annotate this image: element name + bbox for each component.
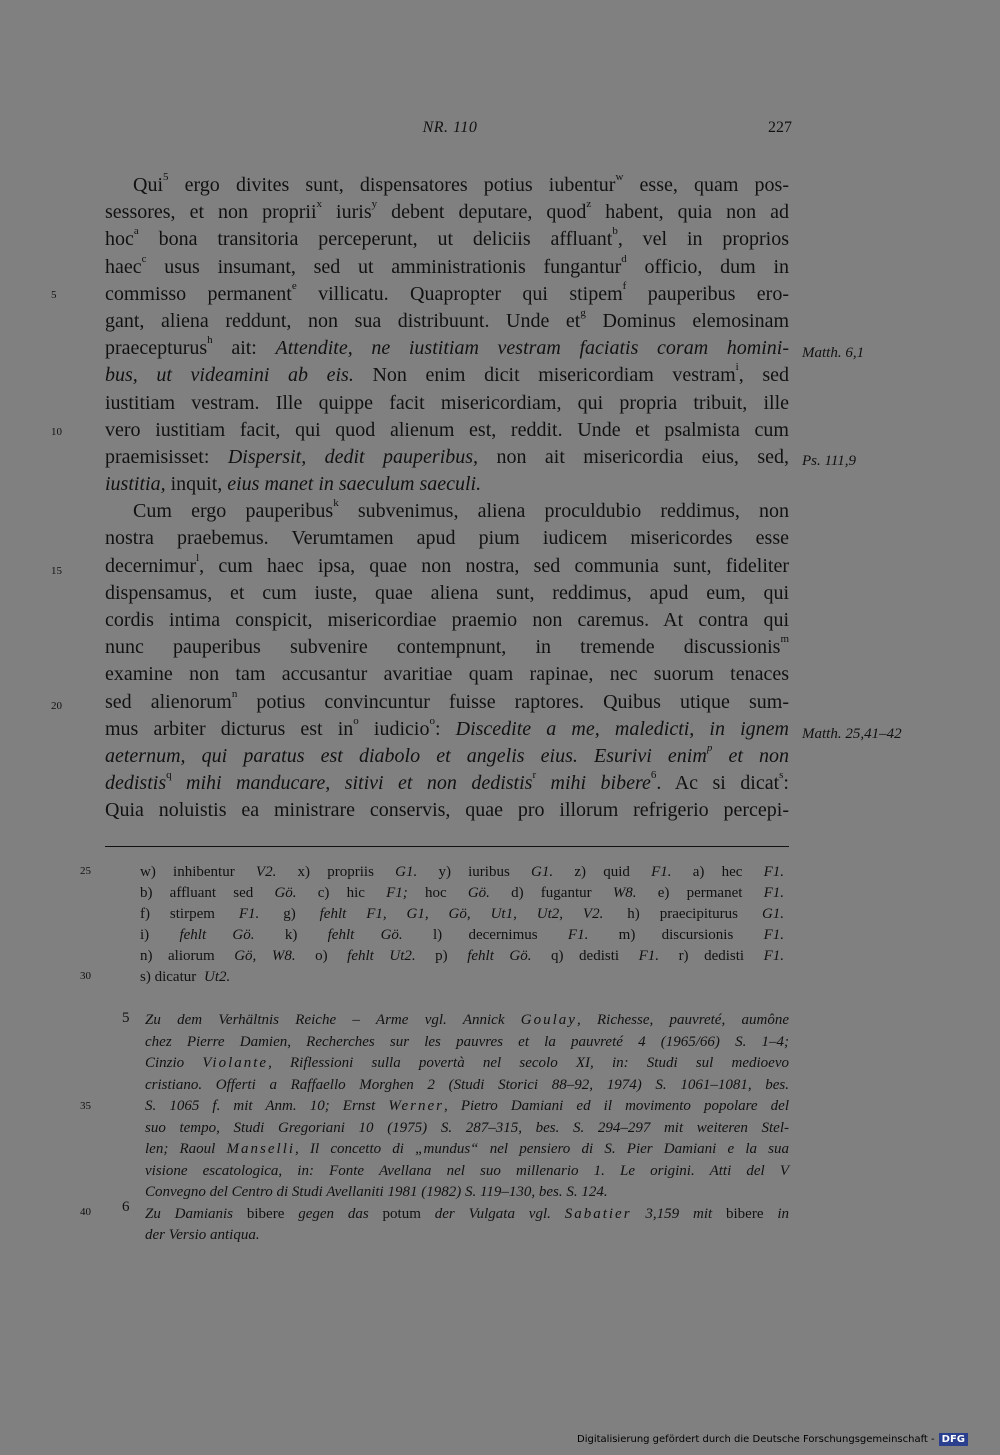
- note-number-6: 6: [122, 1199, 130, 1215]
- text-line: Cum ergo pauperibus$^k$ subvenimus, aliena proculdubio reddimus, non: [133, 497, 790, 523]
- text-line: iustitiam vestram. Ille quippe facit misericordiam, qui propria tribuit, ille: [105, 391, 789, 414]
- note-line: S. 1065 f. mit Anm. 10; Ernst Werner, Pietro Damiani ed il movimento popolare del: [145, 1098, 789, 1114]
- text-line: praemisisset: Dispersit, dedit pauperibus, non ait misericordia eius, sed,: [105, 445, 789, 468]
- apparatus-line: f) stirpem F1. g) fehlt F1, G1, Gö, Ut1, Ut2, V2. h) praecipiturus G1.: [140, 906, 785, 922]
- text-line: Quia noluistis ea ministrare conservis, quae pro illorum refrigerio percepi-: [105, 799, 789, 822]
- main-text: [105, 172, 789, 825]
- text-line: mus arbiter dicturus est $in^o$ iudicio$^o$: Discedite a me, maledicti, in ignem: [105, 714, 789, 740]
- line-number-20: 20: [51, 700, 62, 712]
- note-line: Cinzio Violante, Riflessioni sulla povertà nel secolo XI, in: Studi sul medioevo: [145, 1055, 789, 1071]
- text-line: decernimur$^l$, cum haec ipsa, quae non nostra, sed communia sunt, fideliter: [105, 551, 789, 577]
- text-line: iustitia, inquit, eius manet in saeculum saeculi.: [105, 473, 482, 496]
- note-line: visione escatologica, in: Fonte Avellana nel suo millenario 1. Le origini. Atti del V: [145, 1162, 789, 1179]
- line-number-40: 40: [80, 1206, 91, 1218]
- line-number-5: 5: [51, 289, 57, 301]
- digitization-credit: [577, 1433, 968, 1446]
- text-line: hoc$^a$ bona transitoria perceperunt, ut deliciis affluant$^b$, vel in proprios: [105, 225, 789, 251]
- text-line: haec$^c$ usus insumant, sed ut amministrationis fungantur$^d$ officio, dum in: [105, 252, 789, 278]
- text-line: sed alienorum$^n$ potius convincuntur fuisse raptores. Quibus utique sum-: [105, 687, 789, 713]
- margin-ref-ps-111-9: Ps. 111,9: [802, 453, 857, 469]
- credit-text: Digitalisierung gefördert durch die Deutsche Forschungsgemeinschaft -: [577, 1434, 935, 1445]
- apparatus-line: b) affluant sed Gö. c) hic F1; hoc Gö. d) fugantur W8. e) permanet F1.: [140, 885, 785, 901]
- running-head-title: NR. 110: [422, 119, 478, 136]
- text-line: gant, aliena reddunt, non sua distribuunt. Unde $et^g$ Dominus elemosinam: [105, 306, 790, 332]
- text-line: Qui$^5$ ergo divites sunt, dispensatores potius iubentur$^w$ esse, quam pos-: [133, 171, 789, 196]
- note-line: der Versio antiqua.: [145, 1227, 260, 1243]
- line-number-25: 25: [80, 865, 91, 877]
- historical-notes: [145, 1010, 789, 1247]
- dfg-logo: DFG: [939, 1433, 968, 1446]
- text-line: vero iustitiam facit, qui quod alienum est, reddit. Unde et psalmista cum: [105, 418, 789, 441]
- note-line: chez Pierre Damien, Recherches sur les pauvres et la pauvreté 4 (1965/66) S. 1–4;: [145, 1033, 789, 1050]
- text-line: cordis intima conspicit, misericordiae praemio non caremus. At contra qui: [105, 609, 789, 631]
- line-number-15: 15: [51, 565, 62, 577]
- apparatus-line: n) aliorum Gö, W8. o) fehlt Ut2. p) fehlt Gö. q) dedisti F1. r) dedisti F1.: [140, 948, 785, 964]
- apparatus-line: i) fehlt Gö. k) fehlt Gö. l) decernimus F1. m) discursionis F1.: [140, 927, 785, 943]
- text-line: sessores, et non proprii$^x$ iuris$^y$ debent deputare, quod$^z$ habent, quia non ad: [105, 198, 789, 224]
- text-line: dedistis$^q$ mihi manducare, sitivi et non dedistis$^r$ mihi bibere$^6$. Ac si dicat$^s$:: [105, 769, 789, 795]
- line-number-35: 35: [80, 1100, 91, 1112]
- margin-ref-matth-6-1: Matth. 6,1: [802, 345, 865, 361]
- text-line: commisso permanent$^e$ villicatu. Quapropter qui stipem$^f$ pauperibus ero-: [105, 279, 789, 305]
- note-number-5: 5: [122, 1010, 130, 1026]
- footnote-divider: [105, 846, 789, 847]
- note-line: Zu dem Verhältnis Reiche – Arme vgl. Annick Goulay, Richesse, pauvreté, aumône: [145, 1012, 789, 1028]
- note-line: Zu Damianis bibere gegen das potum der Vulgata vgl. Sabatier 3,159 mit bibere in: [145, 1205, 790, 1222]
- page-number: 227: [768, 119, 792, 136]
- text-line: praecepturus$^h$ ait: Attendite, ne iustitiam vestram faciatis coram homini-: [105, 334, 789, 360]
- text-line: nostra praebemus. Verumtamen apud pium iudicem misericordes esse: [105, 527, 789, 550]
- note-line: suo tempo, Studi Gregoriani 10 (1975) S. 287–315, bes. S. 294–297 mit weiteren Stel-: [145, 1119, 789, 1136]
- text-line: dispensamus, et cum iuste, quae aliena sunt, reddimus, apud eum, qui: [105, 581, 789, 604]
- note-line: Convegno del Centro di Studi Avellaniti 1981 (1982) S. 119–130, bes. S. 124.: [145, 1184, 608, 1200]
- apparatus-line: s) dicatur Ut2.: [140, 969, 231, 985]
- note-line: len; Raoul Manselli, Il concetto di „mundus“ nel pensiero di S. Pier Damiani e la sua: [145, 1141, 790, 1157]
- text-line: nunc pauperibus subvenire contempnunt, in tremende discussionis$^m$: [105, 633, 789, 659]
- text-line: examine non tam accusantur avaritiae quam rapinae, nec suorum tenaces: [105, 663, 789, 686]
- line-number-10: 10: [51, 426, 62, 438]
- note-line: cristiano. Offerti a Raffaello Morghen 2 (Studi Storici 88–92, 1974) S. 1061–1081, bes.: [145, 1076, 789, 1093]
- apparatus-line: w) inhibentur V2. x) propriis G1. y) iuribus G1. z) quid F1. a) hec F1.: [140, 864, 785, 880]
- critical-apparatus: [140, 862, 788, 988]
- line-number-30: 30: [80, 970, 91, 982]
- margin-ref-matth-25-41: Matth. 25,41–42: [802, 726, 902, 742]
- text-line: aeternum, qui paratus est diabolo et angelis eius. Esurivi enim$^p$ et non: [105, 741, 790, 767]
- text-line: bus, ut videamini ab eis. Non enim dicit misericordiam vestram$^i$, sed: [105, 361, 789, 387]
